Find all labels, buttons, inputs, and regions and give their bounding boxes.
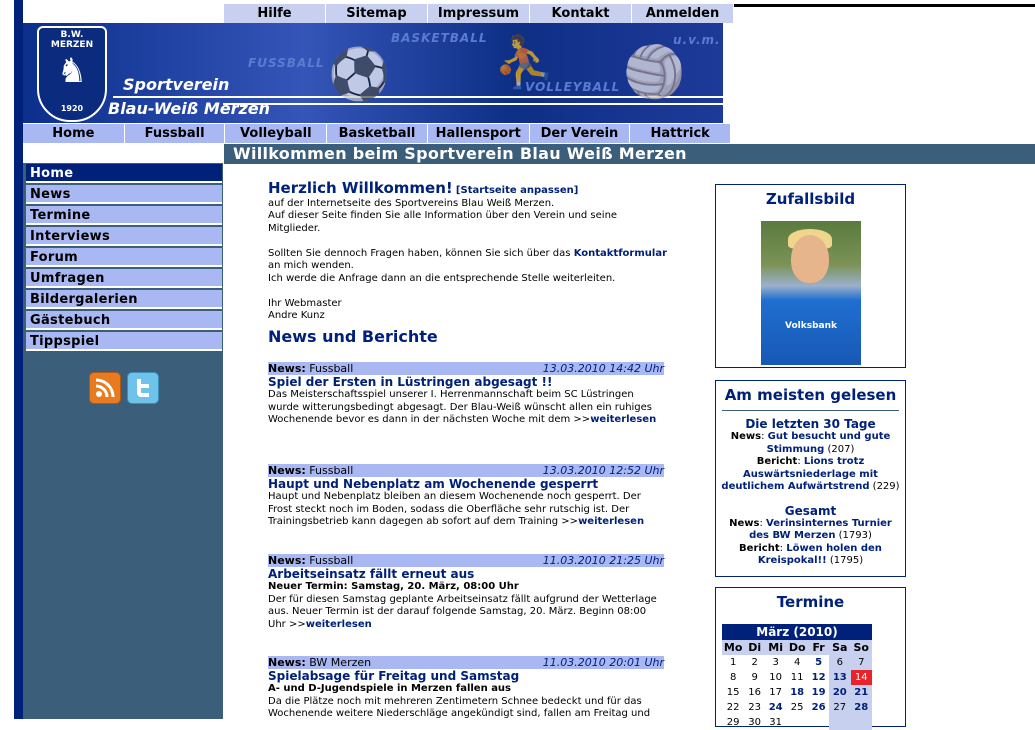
news-date: 11.03.2010 21:25 Uhr <box>542 554 664 567</box>
calendar-day-empty <box>851 715 873 730</box>
news-item <box>268 656 664 721</box>
event-calendar <box>722 624 872 730</box>
calendar-month: März (2010) <box>722 624 872 640</box>
news-category: Fussball <box>309 554 354 567</box>
news-label: News: <box>268 656 306 669</box>
news-subtitle: A- und D-Jugendspiele in Merzen fallen aus <box>268 683 512 694</box>
calendar-day: 4 <box>793 657 801 668</box>
welcome-text: Ich werde die Anfrage dann an die entsprechende Stelle weiterleiten. <box>268 272 616 284</box>
calendar-day: 22 <box>726 702 740 713</box>
welcome-text: Auf dieser Seite finden Sie alle Information über den Verein und seine Mitglieder. <box>268 210 618 234</box>
calendar-day-event[interactable]: 21 <box>851 685 873 700</box>
main-nav <box>23 124 731 143</box>
signature: Ihr Webmaster <box>268 297 342 309</box>
calendar-day: 29 <box>726 717 740 728</box>
news-date: 13.03.2010 12:52 Uhr <box>542 464 664 477</box>
calendar-day-empty <box>808 715 829 730</box>
news-heading: News und Berichte <box>268 327 438 346</box>
page-title: Willkommen beim Sportverein Blau Weiß Merzen <box>224 144 1035 164</box>
news-text: Da die Plätze noch mit mehreren Zentimetern Schnee bedeckt und für das Wochenende weitere Niederschläge angekündigt sind, fallen am Freitag und <box>268 695 651 719</box>
read-more-link[interactable]: weiterlesen <box>590 414 657 425</box>
top-nav-anmelden[interactable]: Anmelden <box>632 4 734 23</box>
read-more-link[interactable]: weiterlesen <box>578 516 645 527</box>
news-meta-bar <box>268 554 664 567</box>
weekday-header: Mi <box>765 640 786 655</box>
calendar-day: 15 <box>726 687 740 698</box>
calendar-day: 10 <box>769 672 783 683</box>
random-image-box <box>715 184 906 368</box>
most-read-entry: Bericht: Lions trotz Auswärtsniederlage mit deutlichem Aufwärtstrend (229) <box>721 456 900 492</box>
calendar-day: 17 <box>769 687 783 698</box>
weekday-header: Do <box>786 640 808 655</box>
news-item <box>268 362 664 427</box>
lion-icon: ♞ <box>56 51 88 91</box>
news-category: BW Merzen <box>309 656 372 669</box>
welcome-text: an mich wenden. <box>268 260 354 271</box>
read-more-link[interactable]: weiterlesen <box>305 618 372 630</box>
news-subtitle: Neuer Termin: Samstag, 20. März, 08:00 Uhr <box>268 581 519 592</box>
sidebar-item-news[interactable]: News <box>26 185 222 204</box>
main-nav-hallensport[interactable]: Hallensport <box>428 124 530 143</box>
news-text: Haupt und Nebenplatz bleiben an diesem Wochenende noch gesperrt. Der Frost steckt noch im Boden, sodass die Oberfläche sehr rutschig ist. Der Trainingsbetrieb kann dagegen ab sofort auf dem Training >> <box>268 491 641 527</box>
sidebar <box>23 143 223 719</box>
main-nav-fussball[interactable]: Fussball <box>125 124 226 143</box>
weekday-header: Di <box>744 640 765 655</box>
sidebar-item-interviews[interactable]: Interviews <box>26 227 222 246</box>
sidebar-item-tippspiel[interactable]: Tippspiel <box>26 332 222 351</box>
signature-name: Andre Kunz <box>268 310 325 321</box>
calendar-day: 1 <box>729 657 737 668</box>
photo-shirt-text: Volksbank <box>785 321 837 331</box>
main-nav-basketball[interactable]: Basketball <box>327 124 428 143</box>
most-read-section: Gesamt <box>784 503 837 518</box>
entry-label: Bericht <box>756 456 798 467</box>
entry-label: Bericht <box>739 542 780 554</box>
welcome-heading: Herzlich Willkommen! <box>268 179 453 197</box>
customize-start-link[interactable]: Startseite anpassen <box>460 185 574 196</box>
banner-word-basketball: BASKETBALL <box>391 31 488 45</box>
news-item <box>268 554 664 631</box>
sidebar-item-bildergalerien[interactable]: Bildergalerien <box>26 290 222 309</box>
banner-word-uvm: u.v.m. <box>673 33 721 47</box>
news-meta-bar <box>268 656 664 669</box>
termine-box <box>715 587 906 727</box>
basketball-player-icon: ⛹ <box>493 33 556 91</box>
entry-count: (1793) <box>838 530 872 541</box>
left-rail <box>14 0 23 719</box>
calendar-day-event[interactable]: 26 <box>811 702 826 713</box>
news-item <box>268 464 664 529</box>
top-rule <box>728 4 1035 7</box>
top-nav-kontakt[interactable]: Kontakt <box>530 4 632 23</box>
banner-name-line1: Sportverein <box>123 75 230 94</box>
entry-label: News <box>730 431 762 442</box>
calendar-day-event[interactable]: 19 <box>811 687 826 698</box>
volleyball-player-icon: 🏐 <box>623 43 686 101</box>
calendar-day: 27 <box>829 700 850 715</box>
top-nav-impressum[interactable]: Impressum <box>428 4 530 23</box>
top-nav <box>224 4 734 23</box>
news-title-link[interactable]: Spielabsage für Freitag und Samstag <box>268 669 520 683</box>
weekday-header: Mo <box>723 641 743 654</box>
calendar-day-event[interactable]: 12 <box>811 672 826 683</box>
calendar-day: 11 <box>790 672 804 683</box>
calendar-day: 9 <box>751 672 758 683</box>
news-label: News: <box>268 362 306 375</box>
sidebar-item-termine[interactable]: Termine <box>26 206 222 225</box>
calendar-day-event[interactable]: 18 <box>790 687 805 698</box>
main-nav-der-verein[interactable]: Der Verein <box>530 124 631 143</box>
calendar-day: 30 <box>748 717 762 728</box>
random-image-title: Zufallsbild <box>765 190 856 208</box>
weekday-header: Sa <box>829 640 850 655</box>
news-title-link[interactable]: Spiel der Ersten in Lüstringen abgesagt !! <box>268 375 553 389</box>
welcome-text: auf der Internetseite des Sportvereins Blau Weiß Merzen. <box>268 197 555 209</box>
main-nav-volleyball[interactable]: Volleyball <box>225 124 327 143</box>
news-label: News: <box>268 464 306 477</box>
calendar-day: 16 <box>748 687 762 698</box>
sidebar-item-gaestebuch[interactable]: Gästebuch <box>26 311 222 330</box>
news-title-link[interactable]: Arbeitseinsatz fällt erneut aus <box>268 567 475 581</box>
crest-text: B.W. MERZEN <box>50 30 94 50</box>
calendar-day: 3 <box>772 657 779 668</box>
most-read-entry: News: Gut besucht und gute Stimmung (207) <box>730 431 891 455</box>
main-nav-home[interactable]: Home <box>23 124 125 143</box>
most-read-entry: Bericht: Löwen holen den Kreispokal!! (1795) <box>739 542 882 566</box>
calendar-day-today[interactable]: 14 <box>851 670 873 685</box>
calendar-day-empty <box>829 715 850 730</box>
sidebar-item-forum[interactable]: Forum <box>26 248 222 267</box>
weekday-header: Fr <box>808 640 829 655</box>
news-category: Fussball <box>309 362 354 375</box>
most-read-box <box>715 380 906 577</box>
calendar-day-empty <box>786 715 808 730</box>
random-photo[interactable] <box>761 221 861 365</box>
football-player-icon: ⚽ <box>328 45 391 103</box>
news-label: News: <box>268 554 306 567</box>
photo-face <box>791 235 829 283</box>
calendar-day-event[interactable]: 24 <box>768 702 783 713</box>
calendar-day: 6 <box>829 655 850 670</box>
calendar-day: 8 <box>729 672 737 683</box>
weekday-header: So <box>851 640 873 655</box>
calendar-day-event[interactable]: 5 <box>815 657 823 668</box>
banner-name-line2: Blau-Weiß Merzen <box>108 99 271 118</box>
header-banner <box>23 23 723 123</box>
most-read-title: Am meisten gelesen <box>724 386 897 404</box>
most-read-entry: News: Verinsinternes Turnier des BW Merzen (1793) <box>729 517 892 541</box>
welcome-section: Herzlich Willkommen! [Startseite anpassen] auf der Internetseite des Sportvereins Blau Weiß Merzen. Auf dieser Seite finden Sie alle Information über den Verein und seine Mitglieder. Sollten Sie dennoch Fragen haben, können Sie sich über das Kontaktformular an mich wenden. Ich werde die Anfrage dann an die entsprechende Stelle weiterleiten. Ihr Webmaster Andre Kunz <box>268 179 668 321</box>
calendar-day: 25 <box>790 702 804 713</box>
entry-label: News <box>729 517 760 529</box>
twitter-icon[interactable] <box>127 372 159 404</box>
calendar-day-event[interactable]: 13 <box>829 670 850 685</box>
news-date: 11.03.2010 20:01 Uhr <box>542 656 664 669</box>
entry-link[interactable]: Verinsinternes Turnier des BW Merzen <box>749 517 892 541</box>
calendar-day: 2 <box>751 657 758 668</box>
entry-count: (229) <box>872 481 900 492</box>
crest-year: 1920 <box>60 104 84 113</box>
news-date: 13.03.2010 14:42 Uhr <box>542 362 664 375</box>
welcome-text: Sollten Sie dennoch Fragen haben, können Sie sich über das <box>268 247 571 259</box>
sidebar-item-umfragen[interactable]: Umfragen <box>26 269 222 288</box>
news-text: Der für diesen Samstag geplante Arbeitseinsatz fällt aufgrund der Wetterlage aus. Neuer Termin ist der darauf folgende Samstag, 20. März. Beginn 08:00 Uhr >> <box>268 593 657 630</box>
main-nav-hattrick[interactable]: Hattrick <box>630 124 731 143</box>
calendar-day-event[interactable]: 20 <box>829 685 850 700</box>
news-text: Das Meisterschaftsspiel unserer I. Herrenmannschaft beim SC Lüstringen wurde witterungsbedingt abgesagt. Der Blau-Weiß wünscht allen ein ruhiges Wochenende bevor es dann in der nächsten Woche mit dem >> <box>268 389 653 425</box>
calendar-day-event[interactable]: 28 <box>851 700 873 715</box>
banner-line <box>223 103 723 105</box>
rss-feed-icon[interactable] <box>89 372 121 404</box>
calendar-day: 31 <box>769 717 783 728</box>
news-title-link[interactable]: Haupt und Nebenplatz am Wochenende gesperrt <box>268 477 599 491</box>
most-read-section: Die letzten 30 Tage <box>745 417 876 431</box>
news-category: Fussball <box>309 464 354 477</box>
top-nav-hilfe[interactable]: Hilfe <box>224 4 326 23</box>
banner-word-fussball: FUSSBALL <box>248 56 325 70</box>
contact-form-link[interactable]: Kontaktformular <box>573 247 668 259</box>
calendar-day: 7 <box>851 655 873 670</box>
entry-link[interactable]: Lions trotz Auswärtsniederlage mit deutlichem Aufwärtstrend <box>721 456 878 492</box>
calendar-day: 23 <box>748 702 762 713</box>
entry-count: (1795) <box>829 555 864 566</box>
news-meta-bar <box>268 362 664 375</box>
banner-word-volleyball: VOLLEYBALL <box>525 80 621 94</box>
entry-count: (207) <box>827 443 855 455</box>
club-crest-logo <box>37 26 107 122</box>
top-nav-sitemap[interactable]: Sitemap <box>326 4 428 23</box>
entry-link[interactable]: Löwen holen den Kreispokal!! <box>757 542 882 566</box>
news-meta-bar <box>268 464 664 477</box>
sidebar-item-home[interactable]: Home <box>26 164 222 183</box>
termine-title: Termine <box>776 593 845 611</box>
entry-link[interactable]: Gut besucht und gute Stimmung <box>766 431 891 455</box>
